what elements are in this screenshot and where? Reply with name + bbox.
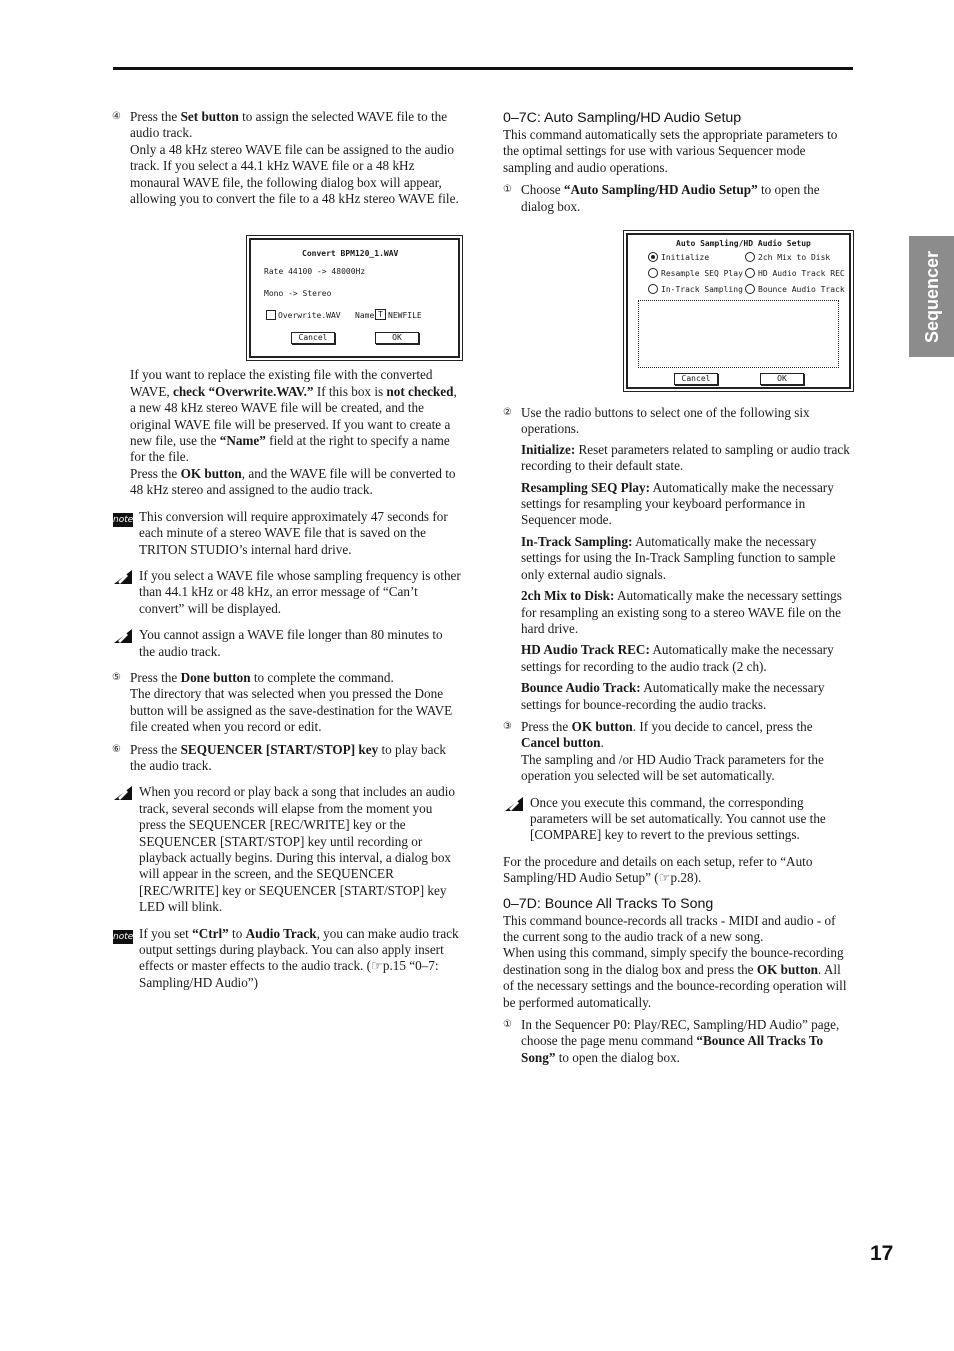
note-ctrl-audio-track: note If you set “Ctrl” to Audio Track, you can make audio track output settings during playback. You can also apply insert effects or master effects to the audio track. (☞p.15 “0–7: Sampling/HD Audio”) — [113, 925, 459, 990]
intro-bounce-1: This command bounce-records all tracks - MIDI and audio - of the current song to the audio track of a new song. — [503, 912, 836, 944]
step-number: ① — [503, 184, 512, 196]
heading-bounce: 0–7D: Bounce All Tracks To Song — [503, 895, 714, 912]
warning-sampling-frequency: If you select a WAVE file whose sampling frequency is other than 44.1 kHz or 48 kHz, an error message of “Can’t convert” will be displayed. — [112, 568, 462, 617]
def-resampling: Resampling SEQ Play: Automatically make the necessary settings for resampling your keyboard performance in Sequencer mode. — [521, 479, 834, 528]
auto-sampling-dialog — [623, 230, 854, 392]
radio-in-track[interactable] — [648, 284, 658, 294]
radio-2ch-mix[interactable] — [745, 252, 755, 262]
radio-hd-audio-label: HD Audio Track REC — [758, 269, 845, 278]
def-initialize: Initialize: Reset parameters related to sampling or audio track recording to their default state. — [521, 441, 850, 474]
auto-cancel-button[interactable]: Cancel — [674, 373, 718, 385]
radio-resample-label: Resample SEQ Play — [661, 269, 743, 278]
radio-bounce-label: Bounce Audio Track — [758, 285, 845, 294]
warning-80-minutes: You cannot assign a WAVE file longer than 80 minutes to the audio track. — [112, 627, 462, 660]
def-hd-audio: HD Audio Track REC: Automatically make the necessary settings for recording to the audio track (2 ch). — [521, 642, 834, 674]
auto-ok-button[interactable]: OK — [760, 373, 804, 385]
step-number: ① — [503, 1019, 512, 1031]
radio-2ch-mix-label: 2ch Mix to Disk — [758, 253, 831, 262]
radio-resample[interactable] — [648, 268, 658, 278]
convert-dialog-mono: Mono -> Stereo — [264, 289, 332, 298]
warning-recording-delay: When you record or play back a song that includes an audio track, several seconds will elapse from the moment you press the SEQUENCER [REC/WRITE] key or the SEQUENCER [START/STOP] key until recording or playback actually begins. During this interval, a dialog box will appear in the screen, and the SEQUENCER [REC/WRITE] key or SEQUENCER [START/STOP] key LED will blink. — [112, 784, 462, 915]
intro-bounce-2: When using this command, simply specify the bounce-recording destination song in the dialog box and press the OK button. All of the necessary settings and the bounce-recording operation will be performed automatically. — [503, 945, 847, 1010]
step-number: ③ — [503, 720, 512, 732]
step-choose: ① Choose “Auto Sampling/HD Audio Setup” to open the dialog box. — [503, 182, 820, 214]
convert-dialog-title: Convert BPM120_1.WAV — [302, 249, 399, 258]
auto-dialog-title: Auto Sampling/HD Audio Setup — [676, 239, 811, 248]
section-tab-label: Sequencer — [921, 250, 942, 343]
step-bounce: ① In the Sequencer P0: Play/REC, Sampling/HD Audio” page, choose the page menu command “Bounce All Tracks To Song” to open the dialog box. — [503, 1017, 840, 1065]
step-5: ⑤ Press the Done button to complete the command. The directory that was selected when you pressed the Done button will be assigned as the save-destination for the WAVE file created when you record or edit. — [112, 669, 453, 735]
warning-pencil-icon — [113, 785, 133, 805]
step-4-body: Only a 48 kHz stereo WAVE file can be assigned to the audio track. If you select a 44.1 kHz WAVE file or a 48 kHz monaural WAVE file, the following dialog box will appear, allowing you to convert the file to a 48 kHz stereo WAVE file. — [130, 141, 459, 207]
description-area — [638, 300, 839, 368]
warning-pencil-icon — [504, 796, 524, 816]
overwrite-checkbox[interactable] — [266, 310, 276, 320]
convert-dialog-rate: Rate 44100 -> 48000Hz — [264, 267, 366, 276]
step-number: ② — [503, 407, 512, 419]
radio-hd-audio[interactable] — [745, 268, 755, 278]
radio-initialize[interactable] — [648, 252, 658, 262]
procedure-reference: For the procedure and details on each setup, refer to “Auto Sampling/HD Audio Setup” (☞p.28). — [503, 853, 813, 886]
convert-ok-button[interactable]: OK — [375, 332, 419, 344]
step-radio: ② Use the radio buttons to select one of the following six operations. Initialize: Reset parameters related to sampling or audio track recording to their default state. Resampling SEQ Play: Automatically make the necessary settings for resampling your keyboard performance in Sequencer mode. In-Track Sampling: Automatically make the necessary settings for using the In-Track Sampling function to sample only external audio signals. 2ch Mix to Disk: Automatically make the necessary settings for resampling an existing song to a stereo WAVE file on the hard drive. HD Audio Track REC: Automatically make the necessary settings for recording to the audio track (2 ch). Bounce Audio Track: Automatically make the necessary settings for bounce-recording the audio tracks. — [503, 405, 853, 713]
press-ok-paragraph: Press the OK button, and the WAVE file will be converted to 48 kHz stereo and assigned to the audio track. — [130, 465, 456, 498]
def-2ch-mix: 2ch Mix to Disk: Automatically make the necessary settings for resampling an existing song to a stereo WAVE file on the hard drive. — [521, 588, 842, 636]
page-number: 17 — [870, 1242, 894, 1265]
step-number: ④ — [112, 111, 121, 122]
convert-cancel-button[interactable]: Cancel — [291, 332, 335, 344]
header-rule — [113, 67, 853, 70]
def-bounce: Bounce Audio Track: Automatically make the necessary settings for bounce-recording the audio tracks. — [521, 680, 825, 712]
name-field[interactable]: NEWFILE — [388, 311, 422, 320]
warning-pencil-icon — [113, 569, 133, 589]
step-4: ④ Press the Set button to assign the selected WAVE file to the audio track. Only a 48 kHz stereo WAVE file can be assigned to the audio track. If you select a 44.1 kHz WAVE file or a 48 kHz monaural WAVE file, the following dialog box will appear, allowing you to convert the file to a 48 kHz stereo WAVE file. — [112, 109, 462, 207]
note-icon: note — [113, 514, 134, 525]
def-in-track: In-Track Sampling: Automatically make the necessary settings for using the In-Track Sampling function to sample only external audio signals. — [521, 533, 836, 582]
radio-initialize-label: Initialize — [661, 253, 710, 262]
replace-paragraph: If you want to replace the existing file with the converted WAVE, check “Overwrite.WAV.” If this box is not checked, a new 48 kHz stereo WAVE file will be created, and the original WAVE file will be preserved. If you want to create a new file, use the “Name” field at the right to specify a name for the file. Press the OK button, and the WAVE file will be converted to 48 kHz stereo and assigned to the audio track. — [112, 367, 462, 498]
warning-pencil-icon — [113, 628, 133, 648]
step-number: ⑥ — [112, 743, 121, 755]
note-icon: note — [113, 931, 134, 942]
step-number: ⑤ — [112, 671, 121, 683]
intro-auto-sampling: This command automatically sets the appropriate parameters to the optimal settings for use with various Sequencer mode sampling and audio operations. — [503, 127, 838, 175]
overwrite-label: Overwrite.WAV — [278, 311, 341, 320]
heading-auto-sampling: 0–7C: Auto Sampling/HD Audio Setup — [503, 110, 742, 126]
convert-dialog — [246, 235, 463, 361]
name-label: Name — [355, 311, 375, 320]
radio-in-track-label: In-Track Sampling — [661, 285, 743, 294]
section-tab — [909, 236, 954, 357]
note-conversion: note This conversion will require approximately 47 seconds for each minute of a stereo WAVE file that is saved on the TRITON STUDIO’s internal hard drive. — [113, 508, 448, 557]
name-key-button[interactable]: T — [375, 309, 386, 320]
step-press-ok: ③ Press the OK button. If you decide to cancel, press the Cancel button. The sampling and /or HD Audio Track parameters for the operation you selected will be set automatically. — [503, 718, 824, 784]
step-6: ⑥ Press the SEQUENCER [START/STOP] key to play back the audio track. — [112, 741, 446, 773]
warning-compare: Once you execute this command, the corresponding parameters will be set automatically. You cannot use the [COMPARE] key to revert to the previous settings. — [503, 795, 853, 844]
radio-bounce[interactable] — [745, 284, 755, 294]
